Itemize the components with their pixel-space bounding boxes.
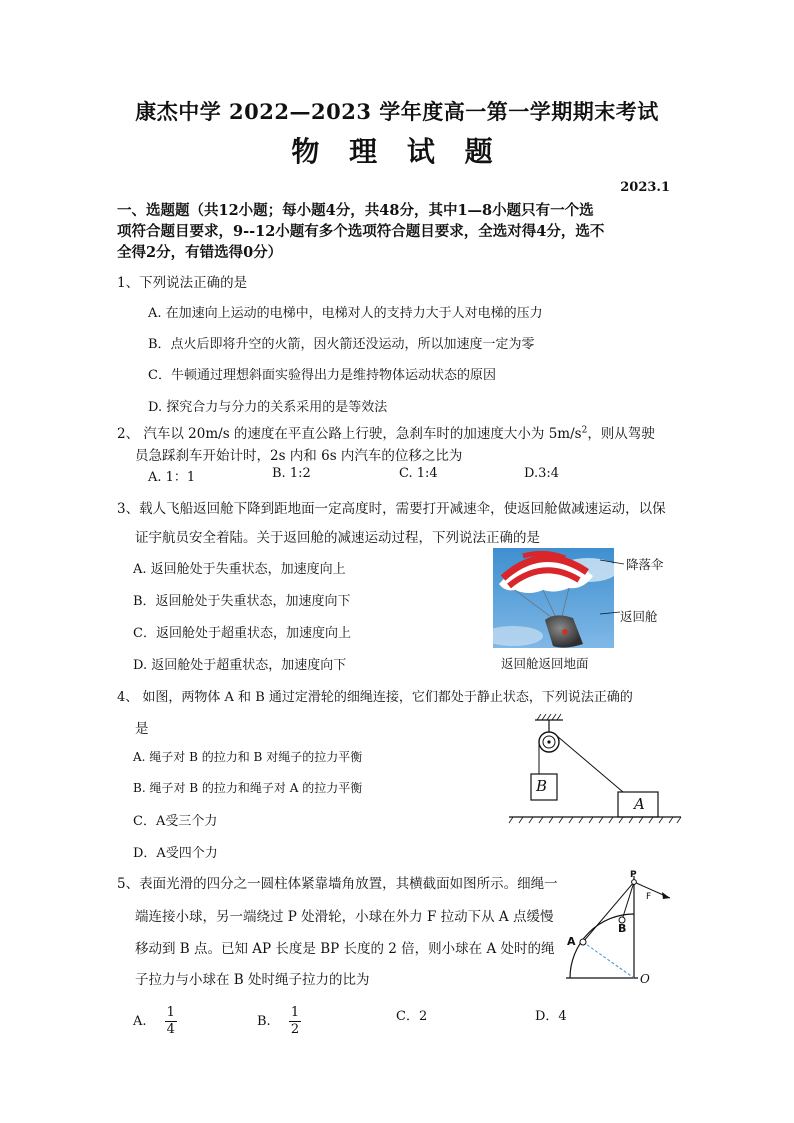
section-heading-line2: 项符合题目要求，9--12小题有多个选项符合题目要求，全选对得4分，选不 [117,223,605,240]
q5-option-a-fraction [165,1005,177,1038]
q2-stem-line1 [117,422,655,442]
q5-label-f: F [646,892,652,902]
q4-stem-line2: 是 [135,721,149,737]
q3-label-parachute: 降落伞 [626,557,664,572]
q1-option-b: B．点火后即将升空的火箭，因火箭还没运动，所以加速度一定为零 [148,337,535,352]
q4-option-a: A. 绳子对 B 的拉力和 B 对绳子的拉力平衡 [133,750,363,764]
q5-option-b-fraction [289,1005,301,1038]
section-heading-line3: 全得2分，有错选得0分） [117,244,283,261]
q5-label-o: O [640,972,650,986]
q3-figure-caption: 返回舱返回地面 [501,656,589,671]
q2-stem-line2: 员急踩刹车开始计时，2s 内和 6s 内汽车的位移之比为 [135,448,463,464]
q5-option-b [257,1005,301,1038]
q1-stem: 1、下列说法正确的是 [117,275,248,291]
section-heading [117,200,687,263]
q5-stem-line1: 5、表面光滑的四分之一圆柱体紧靠墙角放置，其横截面如图所示。细绳一 [117,876,558,892]
q1-option-a: A. 在加速向上运动的电梯中，电梯对人的支持力大于人对电梯的压力 [148,306,543,321]
q5-option-b-label: B. [257,1014,271,1029]
q5-option-b-numerator: 1 [290,1005,300,1020]
q5-option-a-numerator: 1 [166,1005,175,1020]
q5-stem-line4: 子拉力与小球在 B 处时绳子拉力的比为 [135,972,370,988]
q4-option-c: C．A受三个力 [133,814,218,829]
q3-stem-line1: 3、载人飞船返回舱下降到距地面一定高度时，需要打开减速伞，使返回舱做减速运动，以保 [117,501,666,517]
q2-option-b: B. 1:2 [272,466,311,481]
q3-parachute-photo [493,548,614,648]
section-heading-line1: 一、选题题（共12小题；每小题4分，共48分，其中1—8小题只有一个选 [117,202,594,219]
q5-option-d: D．4 [535,1009,567,1024]
q5-stem-line2: 端连接小球，另一端绕过 P 处滑轮，小球在外力 F 拉动下从 A 点缓慢 [135,909,554,925]
q4-label-b: B [536,777,548,795]
parachute-image [493,548,614,648]
q2-stem-exponent: 2 [581,425,588,436]
q4-option-d: D．A受四个力 [133,846,218,861]
q5-label-p: P [630,870,637,880]
q5-stem-line3: 移动到 B 点。已知 AP 长度是 BP 长度的 2 倍，则小球在 A 处时的绳 [135,941,555,957]
q5-option-a-label: A. [133,1014,147,1029]
q5-label-a: A [567,935,576,948]
q3-option-b: B．返回舱处于失重状态，加速度向下 [133,594,351,609]
q3-option-c: C．返回舱处于超重状态，加速度向上 [133,626,351,641]
q5-label-b: B [618,922,627,935]
q2-option-d: D.3:4 [524,466,560,481]
q1-option-c: C．牛顿通过理想斜面实验得出力是维持物体运动状态的原因 [148,368,496,383]
q4-pulley-diagram [505,712,685,827]
q2-stem-text: 2、 汽车以 20m/s 的速度在平直公路上行驶，急刹车时的加速度大小为 5m/s [117,426,582,442]
q1-option-d: D. 探究合力与分力的关系采用的是等效法 [148,400,388,415]
exam-title: 康杰中学 2022—2023 学年度高一第一学期期末考试 [135,99,659,124]
q4-option-b: B. 绳子对 B 的拉力和绳子对 A 的拉力平衡 [133,781,363,795]
q3-option-a: A. 返回舱处于失重状态，加速度向上 [133,562,346,577]
q3-label-capsule: 返回舱 [620,609,658,624]
subject-title: 物 理 试 题 [291,135,503,168]
q5-option-c: C．2 [396,1009,428,1024]
q4-stem-line1: 4、 如图，两物体 A 和 B 通过定滑轮的细绳连接，它们都处于静止状态，下列说法正确的 [117,690,633,705]
q2-option-c: C. 1:4 [399,466,438,481]
q2-option-a: A. 1：1 [148,470,196,485]
exam-date: 2023.1 [620,180,670,195]
q4-label-a: A [634,795,645,813]
q3-option-d: D. 返回舱处于超重状态，加速度向下 [133,658,347,673]
q2-stem-text-end: ，则从驾驶 [587,426,655,442]
q5-option-a [133,1005,177,1038]
q5-option-a-denominator: 4 [166,1022,175,1037]
q5-option-b-denominator: 2 [290,1022,300,1037]
q3-stem-line2: 证宇航员安全着陆。关于返回舱的减速运动过程，下列说法正确的是 [135,530,540,546]
